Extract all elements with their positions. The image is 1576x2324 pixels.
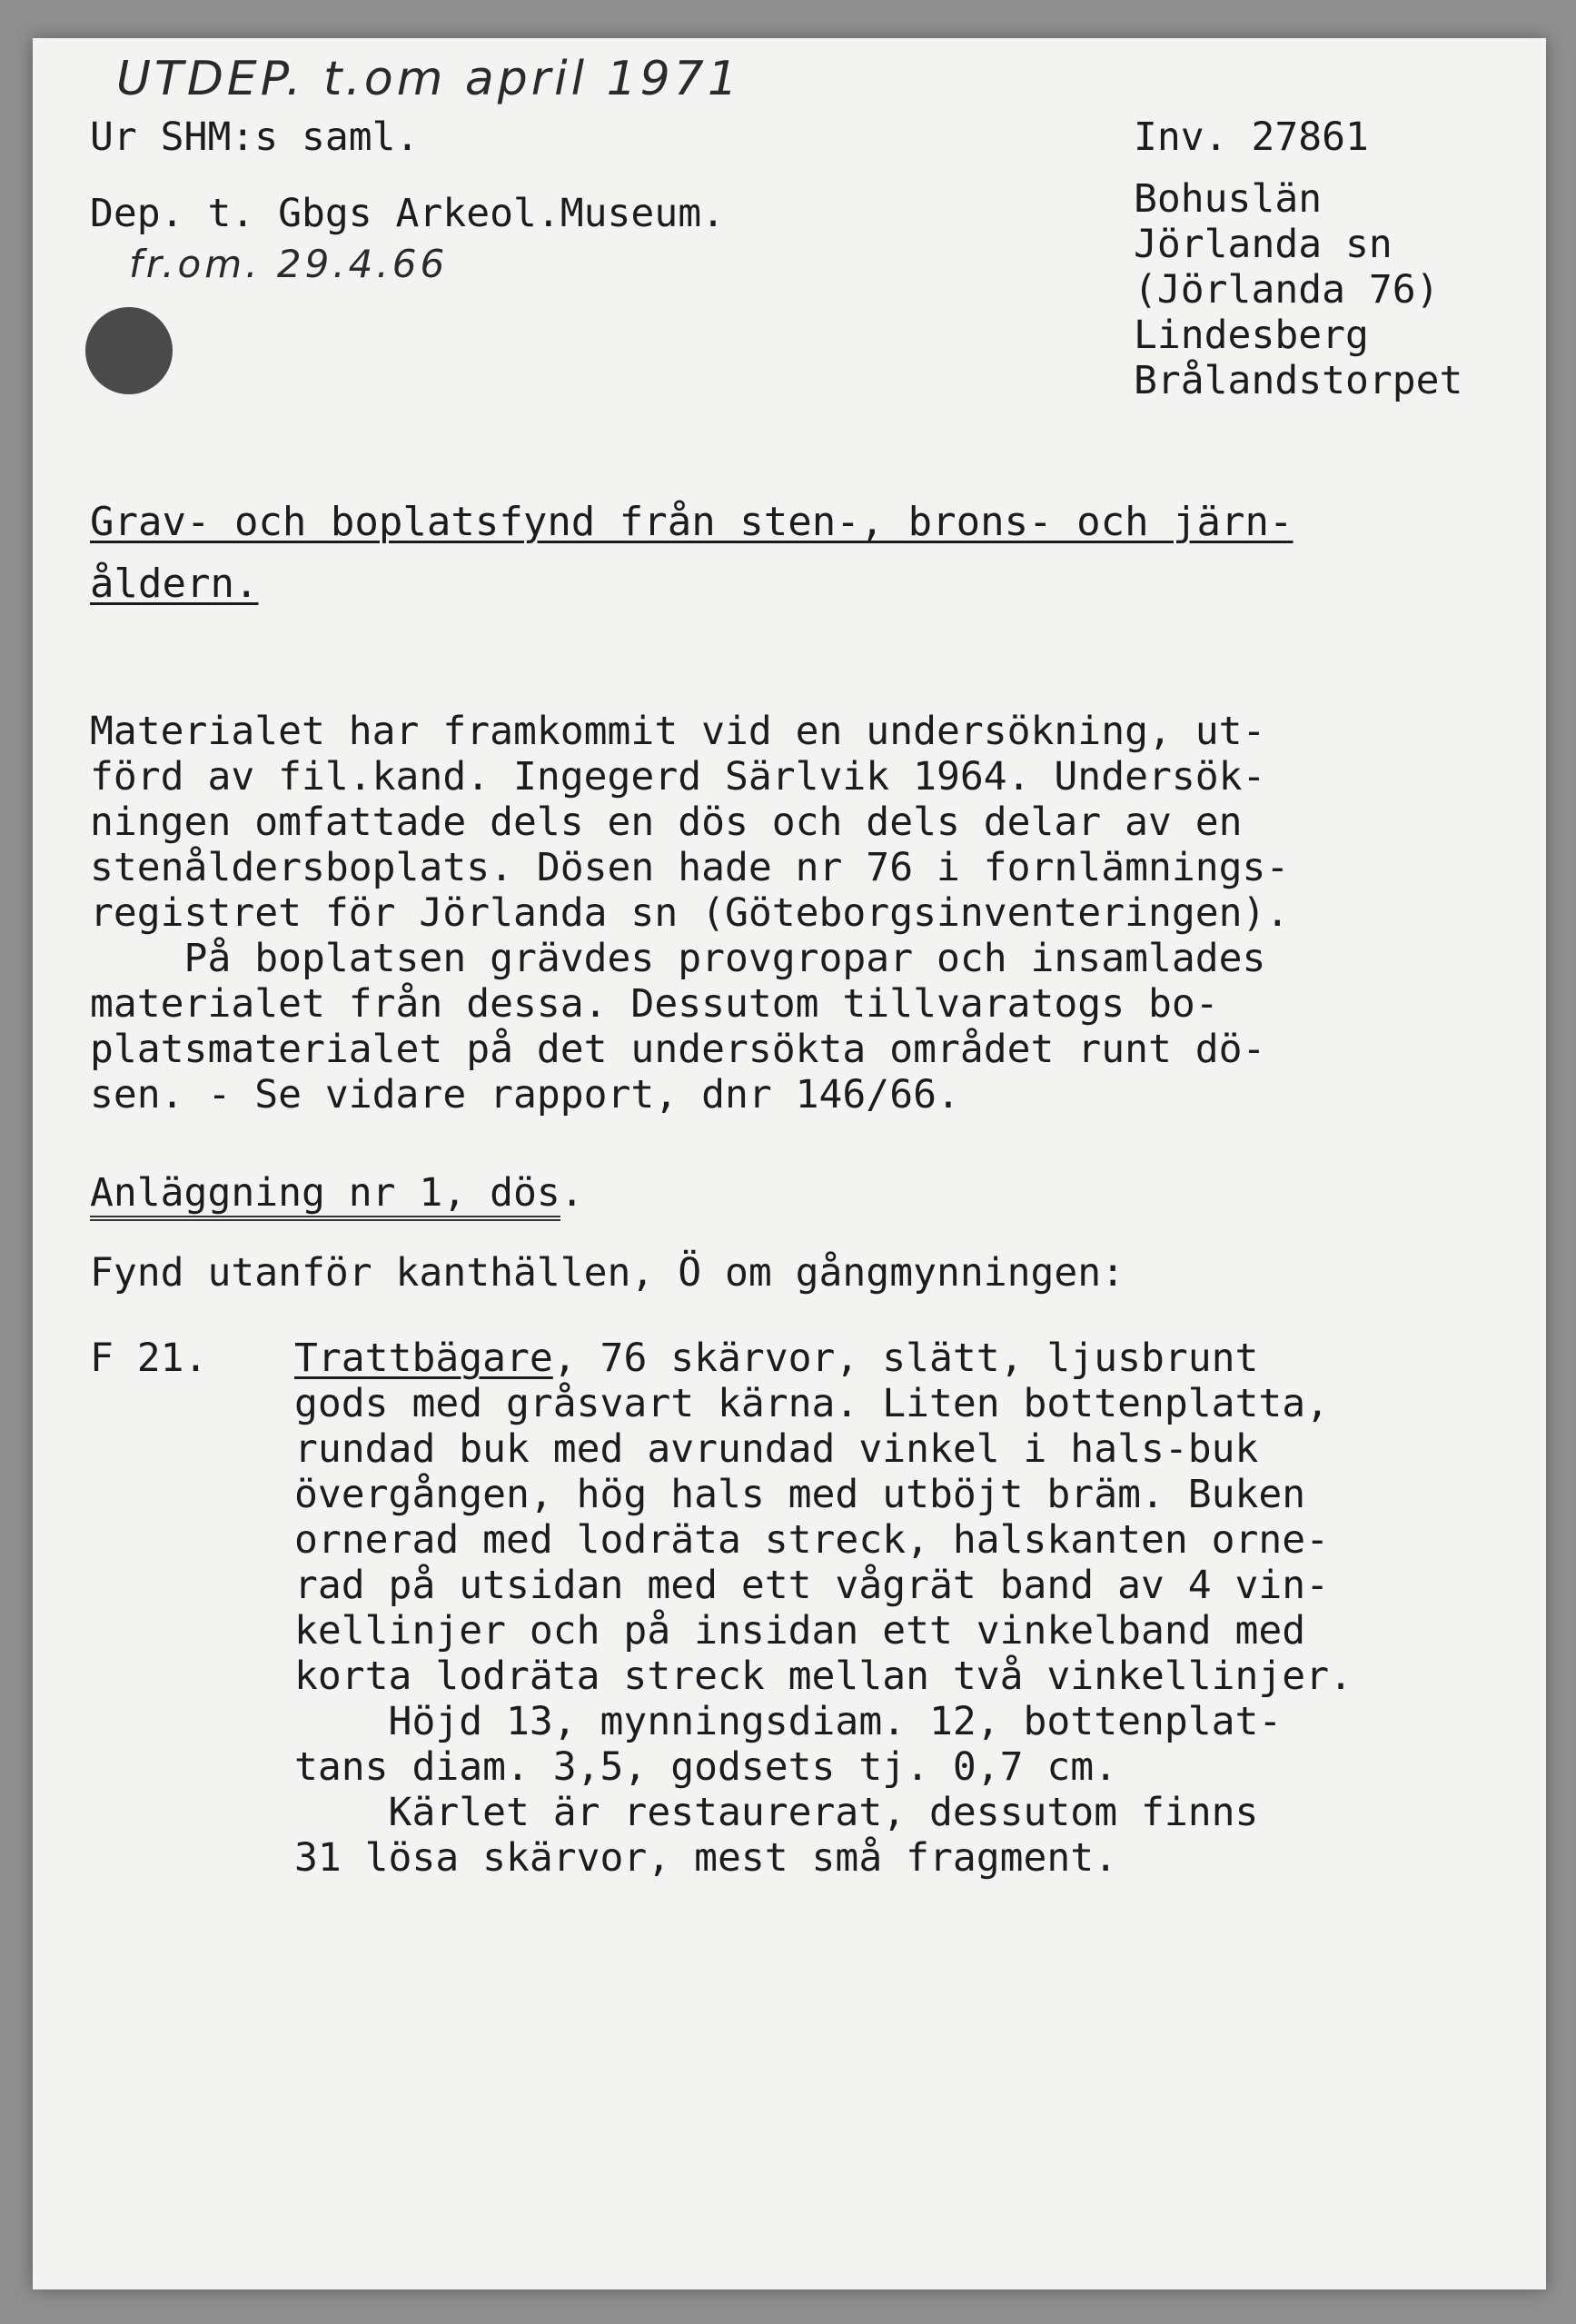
archive-card xyxy=(33,38,1546,2289)
intro-line: materialet från dessa. Dessutom tillvaratogs bo- xyxy=(90,981,1219,1027)
section-subtitle: Fynd utanför kanthällen, Ö om gångmynningen: xyxy=(90,1250,1125,1296)
find-description-line: korta lodräta streck mellan två vinkellinjer. xyxy=(294,1654,1353,1699)
heading-line-1: Grav- och boplatsfynd från sten-, brons- och järn- xyxy=(90,499,1294,545)
find-description-line: gods med gråsvart kärna. Liten bottenplatta, xyxy=(294,1381,1330,1426)
intro-line: registret för Jörlanda sn (Göteborgsinventeringen). xyxy=(90,890,1290,936)
intro-line: Materialet har framkommit vid en undersökning, ut- xyxy=(90,709,1266,754)
find-description-line: kellinjer och på insidan ett vinkelband med xyxy=(294,1608,1306,1654)
deposit-line: Dep. t. Gbgs Arkeol.Museum. xyxy=(90,191,725,236)
section-title-text: Anläggning nr 1, dös xyxy=(90,1170,560,1221)
find-description-line: rundad buk med avrundad vinkel i hals-buk xyxy=(294,1426,1259,1472)
find-number: F 21. xyxy=(90,1336,208,1381)
find-description-line: övergången, hög hals med utböjt bräm. Buken xyxy=(294,1472,1306,1517)
province: Bohuslän xyxy=(1134,176,1323,222)
find-condition-line: Kärlet är restaurerat, dessutom finns xyxy=(294,1790,1259,1835)
find-measurements-line: Höjd 13, mynningsdiam. 12, bottenplat- xyxy=(294,1699,1283,1744)
handwritten-date-note: fr.om. 29.4.66 xyxy=(129,242,449,286)
collection-line: Ur SHM:s saml. xyxy=(90,114,420,160)
farm-name: Lindesberg xyxy=(1134,313,1369,358)
find-description-line: rad på utsidan med ett vågrät band av 4 vin- xyxy=(294,1563,1330,1608)
find-name: Trattbägare xyxy=(294,1336,553,1381)
intro-line: ningen omfattade dels en dös och dels delar av en xyxy=(90,799,1243,845)
section-title xyxy=(90,1170,584,1216)
punch-hole xyxy=(85,307,173,394)
find-first-line xyxy=(294,1336,1258,1381)
intro-line: sen. - Se vidare rapport, dnr 146/66. xyxy=(90,1072,960,1117)
find-first-line-rest: , 76 skärvor, slätt, ljusbrunt xyxy=(552,1336,1259,1381)
locality: Brålandstorpet xyxy=(1134,358,1463,403)
inventory-number: Inv. 27861 xyxy=(1134,114,1369,160)
site-number: (Jörlanda 76) xyxy=(1134,267,1440,313)
find-description-line: ornerad med lodräta streck, halskanten orne- xyxy=(294,1517,1330,1563)
heading-line-2: åldern. xyxy=(90,561,259,607)
section-title-period: . xyxy=(560,1170,584,1216)
intro-line: På boplatsen grävdes provgropar och insamlades xyxy=(90,936,1266,981)
handwritten-deposit-note: UTDEP. t.om april 1971 xyxy=(116,52,741,106)
parish: Jörlanda sn xyxy=(1134,222,1393,267)
find-condition-line: 31 lösa skärvor, mest små fragment. xyxy=(294,1835,1118,1881)
find-measurements-line: tans diam. 3,5, godsets tj. 0,7 cm. xyxy=(294,1744,1118,1790)
intro-line: stenåldersboplats. Dösen hade nr 76 i fornlämnings- xyxy=(90,845,1290,890)
intro-line: förd av fil.kand. Ingegerd Särlvik 1964. Undersök- xyxy=(90,754,1266,799)
intro-line: platsmaterialet på det undersökta området runt dö- xyxy=(90,1027,1266,1072)
